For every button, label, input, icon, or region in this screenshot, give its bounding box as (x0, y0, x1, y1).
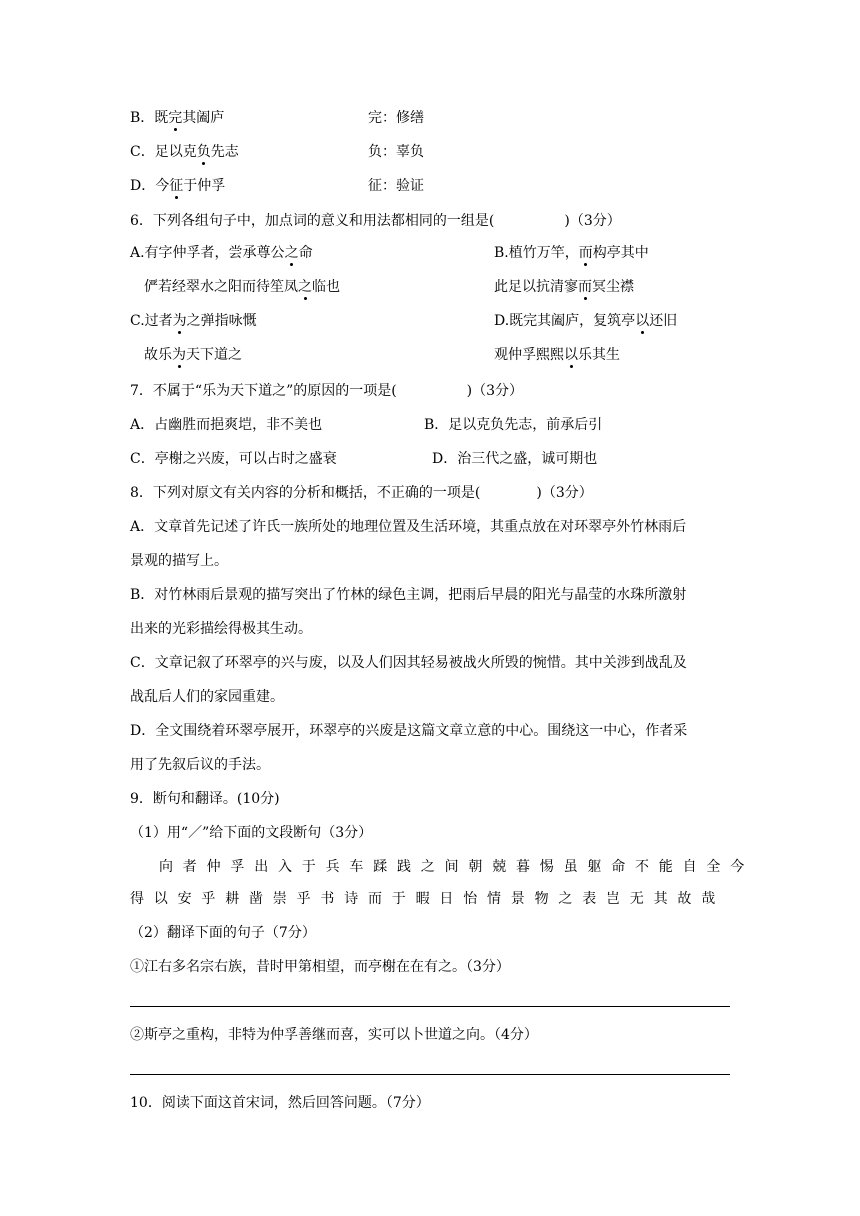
q8-option-b-line1: B．对竹林雨后景观的描写突出了竹林的绿色主调，把雨后早晨的阳光与晶莹的水珠所激射 (130, 587, 687, 603)
q6-option-b-line2: 此足以抗清寥而冥尘襟 (494, 279, 634, 295)
q6-option-d-line1: D.既完其阖庐，复筑亭以还旧 (494, 313, 678, 329)
q8-option-c-line2: 战乱后人们的家园重建。 (130, 689, 284, 705)
q7-option-a: A．占幽胜而挹爽垲，非不美也 (130, 417, 323, 433)
dotted-char: 为 (172, 347, 186, 363)
dotted-char: 之 (298, 279, 312, 295)
q6-stem: 6．下列各组句子中，加点词的意义和用法都相同的一组是( )（3分） (130, 213, 621, 229)
q8-option-a-line1: A．文章首先记述了许氏一族所处的地理位置及生活环境，其重点放在对环翠亭外竹林雨后 (130, 519, 687, 535)
q8-option-d-line2: 用了先叙后议的手法。 (130, 757, 270, 773)
dotted-char: 而 (578, 279, 592, 295)
dotted-char: 完 (168, 110, 183, 126)
q6-option-a-line2: 俨若经翠水之阳而待笙凤之临也 (144, 279, 340, 295)
q5-option-b: B．既完其阖庐 (130, 110, 225, 126)
q9-part1-prompt: （1）用“／”给下面的文段断句（3分） (130, 825, 373, 841)
q5-option-d-gloss: 征：验证 (368, 178, 424, 194)
dotted-char: 以 (635, 313, 650, 329)
q8-option-b-line2: 出来的光彩描绘得极其生动。 (130, 621, 312, 637)
answer-line (130, 1074, 730, 1075)
q9-punctuation-text-line2: 得以安乎耕凿崇乎书诗而于暇日怡情景物之表岂无其故哉 (130, 891, 725, 907)
q9-sentence-1: ①江右多名宗右族，昔时甲第相望，而亭榭在在有之。（3分） (130, 959, 510, 975)
q7-option-b: B．足以克负先志，前承后引 (424, 417, 603, 433)
q5-option-c: C．足以克负先志 (130, 144, 239, 160)
q8-option-d-line1: D．全文围绕着环翠亭展开，环翠亭的兴废是这篇文章立意的中心。围绕这一中心，作者采 (130, 723, 688, 739)
q7-option-d: D．治三代之盛，诚可期也 (432, 451, 598, 467)
q9-part2-prompt: （2）翻译下面的句子（7分） (130, 925, 316, 941)
dotted-char: 征 (169, 178, 184, 194)
q6-option-d-line2: 观仲孚熙熙以乐其生 (494, 347, 620, 363)
q7-stem: 7．不属于“乐为天下道之”的原因的一项是( )（3分） (130, 383, 524, 399)
q7-option-c: C．亭榭之兴废，可以占时之盛衰 (130, 451, 337, 467)
q9-punctuation-text-line1: 向者仲孚出入于兵车蹂践之间朝兢暮惕虽躯命不能自全今 (159, 859, 754, 875)
answer-line (130, 1006, 730, 1007)
q5-option-b-gloss: 完：修缮 (368, 110, 424, 126)
q6-option-b-line1: B.植竹万竿，而构亭其中 (494, 245, 649, 261)
q6-option-c-line1: C.过者为之弹指咏慨 (130, 313, 257, 329)
dotted-char: 负 (196, 144, 211, 160)
q5-option-c-gloss: 负：辜负 (368, 144, 424, 160)
dotted-char: 而 (578, 245, 593, 261)
q9-stem: 9．断句和翻译。(10分) (130, 791, 280, 807)
q9-sentence-2: ②斯亭之重构，非特为仲孚善继而喜，实可以卜世道之向。（4分） (130, 1027, 538, 1043)
dotted-char: 之 (284, 245, 299, 261)
q10-stem: 10．阅读下面这首宋词，然后回答问题。（7分） (130, 1095, 430, 1111)
q8-option-a-line2: 景观的描写上。 (130, 553, 228, 569)
q5-option-d: D．今征于仲孚 (130, 178, 226, 194)
q6-option-a-line1: A.有字仲孚者，尝承尊公之命 (130, 245, 313, 261)
q8-option-c-line1: C．文章记叙了环翠亭的兴与废，以及人们因其轻易被战火所毁的惋惜。其中关涉到战乱及 (130, 655, 687, 671)
q8-stem: 8．下列对原文有关内容的分析和概括，不正确的一项是( )（3分） (130, 485, 593, 501)
q6-option-c-line2: 故乐为天下道之 (144, 347, 242, 363)
dotted-char: 为 (172, 313, 187, 329)
dotted-char: 以 (564, 347, 578, 363)
